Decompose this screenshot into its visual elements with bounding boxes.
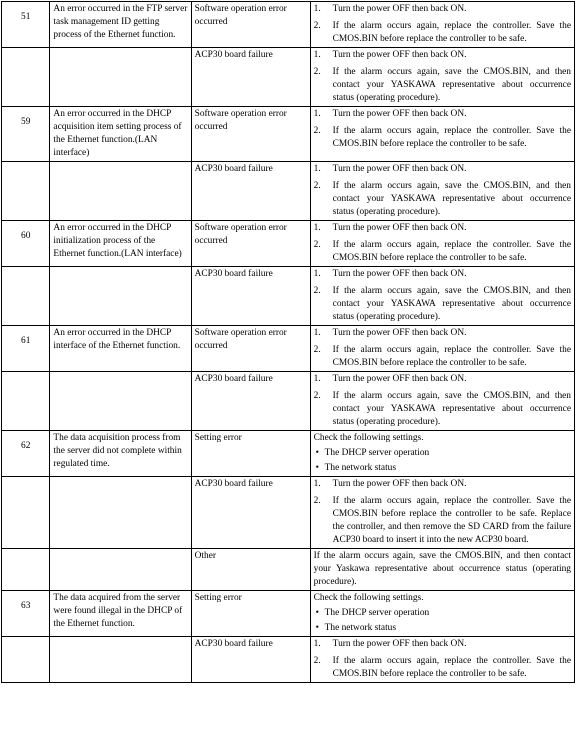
step-number: 1. [313, 223, 321, 233]
alarm-subcode: 59 [2, 107, 50, 162]
remedy-intro: Check the following settings. [313, 433, 424, 443]
remedy-step [314, 344, 571, 370]
alarm-cause: ACP30 board failure [191, 637, 310, 683]
alarm-cause: ACP30 board failure [191, 162, 310, 221]
alarm-meaning: An error occurred in the DHCP acquisition item setting process of the Ethernet function.(LAN interface) [50, 107, 191, 162]
step-text: If the alarm occurs again, replace the controller. Save the CMOS.BIN before replace the controller to be safe. Replace the controller, and then remove the SD CARD from the failure ACP30 board to insert it into the new ACP30 board. [332, 496, 571, 545]
alarm-subcode [2, 372, 50, 431]
remedy-intro: Check the following settings. [313, 593, 424, 603]
alarm-remedy [310, 267, 574, 326]
remedy-bullets [314, 607, 571, 635]
remedy-steps [314, 373, 571, 429]
table-row [2, 221, 575, 267]
step-text: Turn the power OFF then back ON. [332, 479, 467, 489]
alarm-meaning [50, 372, 191, 431]
step-number: 2. [313, 126, 321, 136]
step-text: If the alarm occurs again, replace the controller. Save the CMOS.BIN before replace the controller to be safe. [332, 126, 571, 149]
alarm-meaning: The data acquisition process from the server did not complete within regulated time. [50, 431, 191, 477]
step-text: Turn the power OFF then back ON. [332, 374, 467, 384]
remedy-step [314, 3, 571, 16]
alarm-meaning [50, 162, 191, 221]
step-text: Turn the power OFF then back ON. [332, 639, 467, 649]
step-text: Turn the power OFF then back ON. [332, 328, 467, 338]
alarm-cause: ACP30 board failure [191, 477, 310, 549]
step-number: 2. [313, 286, 321, 296]
alarm-meaning [50, 637, 191, 683]
remedy-steps [314, 163, 571, 219]
step-text: Turn the power OFF then back ON. [332, 109, 467, 119]
remedy-steps [314, 222, 571, 265]
step-text: If the alarm occurs again, replace the controller. Save the CMOS.BIN before replace the controller to be safe. [332, 240, 571, 263]
alarm-cause: Other [191, 549, 310, 591]
step-text: Turn the power OFF then back ON. [332, 50, 467, 60]
alarm-subcode: 51 [2, 2, 50, 48]
remedy-bullet [314, 607, 571, 620]
remedy-text: If the alarm occurs again, save the CMOS.BIN, and then contact your Yaskawa representative about occurrence status (operating procedure). [313, 551, 571, 587]
step-number: 1. [313, 109, 321, 119]
remedy-bullet [314, 622, 571, 635]
bullet-text: The DHCP server operation [324, 608, 430, 618]
step-number: 2. [313, 391, 321, 401]
table-row [2, 162, 575, 221]
bullet-icon: • [315, 608, 319, 618]
alarm-remedy [310, 431, 574, 477]
alarm-remedy [310, 48, 574, 107]
step-number: 2. [313, 656, 321, 666]
step-number: 1. [313, 269, 321, 279]
step-text: If the alarm occurs again, replace the controller. Save the CMOS.BIN before replace the controller to be safe. [332, 656, 571, 679]
step-number: 1. [313, 374, 321, 384]
remedy-step [314, 239, 571, 265]
alarm-subcode [2, 267, 50, 326]
alarm-table [1, 1, 575, 683]
bullet-icon: • [315, 463, 319, 473]
remedy-steps [314, 49, 571, 105]
alarm-remedy [310, 477, 574, 549]
alarm-remedy [310, 162, 574, 221]
step-number: 1. [313, 50, 321, 60]
step-number: 2. [313, 21, 321, 31]
table-row [2, 107, 575, 162]
remedy-steps [314, 638, 571, 681]
alarm-cause: ACP30 board failure [191, 267, 310, 326]
alarm-document [1, 1, 575, 683]
remedy-step [314, 478, 571, 491]
step-number: 2. [313, 496, 321, 506]
alarm-meaning [50, 477, 191, 549]
step-text: Turn the power OFF then back ON. [332, 223, 467, 233]
remedy-step [314, 180, 571, 219]
remedy-step [314, 125, 571, 151]
alarm-meaning [50, 267, 191, 326]
alarm-table-body [2, 2, 575, 683]
table-row [2, 372, 575, 431]
table-row [2, 267, 575, 326]
table-row [2, 48, 575, 107]
alarm-remedy [310, 2, 574, 48]
remedy-step [314, 285, 571, 324]
alarm-cause: Software operation error occurred [191, 221, 310, 267]
bullet-icon: • [315, 448, 319, 458]
remedy-step [314, 390, 571, 429]
alarm-subcode: 60 [2, 221, 50, 267]
table-row [2, 591, 575, 637]
alarm-cause: Setting error [191, 591, 310, 637]
remedy-step [314, 20, 571, 46]
remedy-step [314, 268, 571, 281]
alarm-meaning: An error occurred in the DHCP interface of the Ethernet function. [50, 326, 191, 372]
remedy-step [314, 495, 571, 547]
alarm-subcode [2, 477, 50, 549]
step-text: Turn the power OFF then back ON. [332, 4, 467, 14]
remedy-step [314, 222, 571, 235]
remedy-steps [314, 268, 571, 324]
remedy-step [314, 163, 571, 176]
bullet-text: The DHCP server operation [324, 448, 430, 458]
remedy-step [314, 327, 571, 340]
alarm-subcode [2, 637, 50, 683]
table-row [2, 431, 575, 477]
step-number: 2. [313, 181, 321, 191]
alarm-meaning: An error occurred in the DHCP initialization process of the Ethernet function.(LAN interface) [50, 221, 191, 267]
step-number: 1. [313, 164, 321, 174]
alarm-subcode: 61 [2, 326, 50, 372]
step-number: 1. [313, 639, 321, 649]
step-text: If the alarm occurs again, save the CMOS.BIN, and then contact your YASKAWA representative about occurrence status (operating procedure). [332, 67, 571, 103]
remedy-step [314, 655, 571, 681]
step-number: 1. [313, 4, 321, 14]
alarm-cause: ACP30 board failure [191, 48, 310, 107]
alarm-remedy [310, 326, 574, 372]
alarm-meaning: The data acquired from the server were found illegal in the DHCP of the Ethernet function. [50, 591, 191, 637]
table-row [2, 637, 575, 683]
alarm-meaning [50, 549, 191, 591]
alarm-remedy [310, 549, 574, 591]
remedy-step [314, 373, 571, 386]
remedy-steps [314, 478, 571, 547]
step-number: 1. [313, 328, 321, 338]
bullet-text: The network status [324, 623, 397, 633]
remedy-steps [314, 3, 571, 46]
remedy-steps [314, 327, 571, 370]
alarm-remedy [310, 107, 574, 162]
alarm-meaning [50, 48, 191, 107]
table-row [2, 2, 575, 48]
step-text: If the alarm occurs again, replace the controller. Save the CMOS.BIN before replace the controller to be safe. [332, 345, 571, 368]
remedy-step [314, 49, 571, 62]
alarm-remedy [310, 591, 574, 637]
remedy-step [314, 638, 571, 651]
alarm-remedy [310, 221, 574, 267]
alarm-subcode: 62 [2, 431, 50, 477]
remedy-bullets [314, 447, 571, 475]
remedy-steps [314, 108, 571, 151]
alarm-cause: Software operation error occurred [191, 107, 310, 162]
step-text: If the alarm occurs again, save the CMOS.BIN, and then contact your YASKAWA representative about occurrence status (operating procedure). [332, 181, 571, 217]
step-text: If the alarm occurs again, save the CMOS.BIN, and then contact your YASKAWA representative about occurrence status (operating procedure). [332, 286, 571, 322]
alarm-subcode [2, 48, 50, 107]
alarm-subcode [2, 549, 50, 591]
table-row [2, 477, 575, 549]
step-number: 2. [313, 67, 321, 77]
alarm-meaning: An error occurred in the FTP server task management ID getting process of the Ethernet function. [50, 2, 191, 48]
alarm-cause: ACP30 board failure [191, 372, 310, 431]
step-text: If the alarm occurs again, replace the controller. Save the CMOS.BIN before replace the controller to be safe. [332, 21, 571, 44]
step-text: Turn the power OFF then back ON. [332, 164, 467, 174]
step-text: If the alarm occurs again, save the CMOS.BIN, and then contact your YASKAWA representative about occurrence status (operating procedure). [332, 391, 571, 427]
bullet-icon: • [315, 623, 319, 633]
alarm-cause: Software operation error occurred [191, 2, 310, 48]
step-number: 2. [313, 345, 321, 355]
table-row [2, 549, 575, 591]
remedy-step [314, 108, 571, 121]
remedy-bullet [314, 447, 571, 460]
remedy-step [314, 66, 571, 105]
step-number: 1. [313, 479, 321, 489]
step-text: Turn the power OFF then back ON. [332, 269, 467, 279]
bullet-text: The network status [324, 463, 397, 473]
alarm-subcode [2, 162, 50, 221]
alarm-remedy [310, 372, 574, 431]
alarm-remedy [310, 637, 574, 683]
table-row [2, 326, 575, 372]
alarm-cause: Software operation error occurred [191, 326, 310, 372]
alarm-subcode: 63 [2, 591, 50, 637]
alarm-cause: Setting error [191, 431, 310, 477]
step-number: 2. [313, 240, 321, 250]
remedy-bullet [314, 462, 571, 475]
